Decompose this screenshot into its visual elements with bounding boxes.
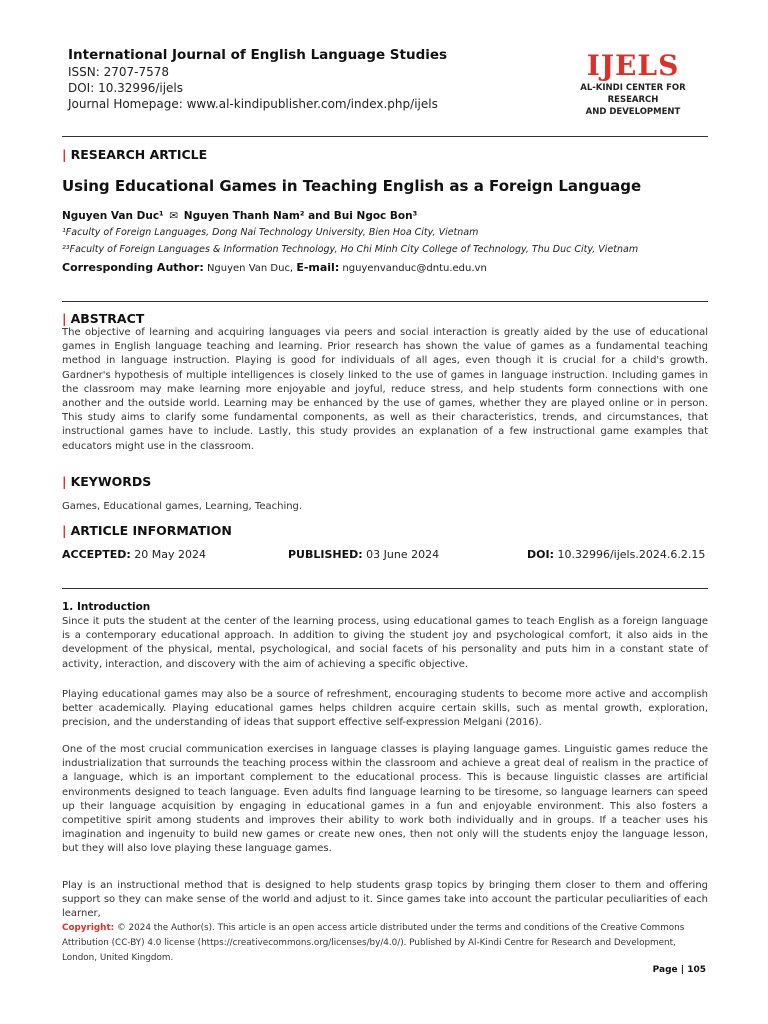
intro-paragraph-1: Since it puts the student at the center of the learning process, using educational games to teach English as a foreign language is a contemporary educational approach. In addition to giving the student joy and psychological comfort, it also aids in the development of the physical, mental, psychological, and social facets of his personality and puts him in a constant state of activity, interaction, and discovery with the aim of achieving a specific objective. [62,616,708,670]
divider [62,588,708,589]
journal-title: International Journal of English Language Studies [68,47,448,63]
corresponding-author [62,261,487,274]
heading-bar: | [62,147,67,162]
page-number: Page | 105 [652,965,706,975]
heading-bar: | [62,523,67,538]
corresponding-label: Corresponding Author: [62,261,204,274]
affiliation-2: ²³Faculty of Foreign Languages & Information Technology, Ho Chi Minh City College of Technology, Thu Duc City, Vietnam [62,244,639,255]
introduction-heading: 1. Introduction [62,601,151,613]
article-type-heading: | RESEARCH ARTICLE [62,147,208,162]
heading-bar: | [62,474,67,489]
keywords-heading: | KEYWORDS [62,474,152,489]
author-1: Nguyen Van Duc¹ [62,210,164,222]
logo-subtitle-2: AND DEVELOPMENT [585,107,681,117]
author-others: Nguyen Thanh Nam² and Bui Ngoc Bon³ [183,210,418,222]
abstract-heading: | ABSTRACT [62,311,145,326]
email-label: E-mail: [296,261,340,274]
intro-paragraph-2: Playing educational games may also be a source of refreshment, encouraging students to become more active and accomplish better academically. Playing educational games helps children acquire certain skills, such as mental growth, exploration, precision, and the understanding of ideas that support effective self-expression Melgani (2016). [62,689,708,729]
divider [62,136,708,137]
mail-icon[interactable]: ✉ [169,210,179,222]
journal-doi: DOI: 10.32996/ijels [68,81,184,95]
journal-header [68,46,708,118]
divider [62,301,708,302]
heading-bar: | [62,311,67,326]
copyright-text: © 2024 the Author(s). This article is an open access article distributed under the terms and conditions of the Creative Commons Attribution (CC-BY) 4.0 license (https://creativecommons.org/licenses/by/4.0/). Published by Al-Kindi Centre for Research and Development, London, United Kingdom. [62,923,685,963]
intro-paragraph-3: One of the most crucial communication exercises in language classes is playing language games. Linguistic games reduce the industrialization that surrounds the teaching process within the classroom and achieve a great deal of realism in the practice of a language, which is an important complement to the educational process. This is because linguistic classes are artificial environments designed to teach language. Even adults find language learning to be tiresome, so language learners can speed up their language acquisition by engaging in educational games in a fun and enjoyable environment. This also fosters a competitive spirit among students and improves their ability to work both individually and in groups. If a teacher uses his imagination and ingenuity to build new games or create new ones, then not only will the students enjoy the language lesson, but they will also love playing these language games. [62,744,708,855]
keywords-text: Games, Educational games, Learning, Teaching. [62,501,303,512]
published-date: PUBLISHED: 03 June 2024 [288,548,440,561]
journal-homepage[interactable]: Journal Homepage: www.al-kindipublisher.com/index.php/ijels [68,97,438,111]
logo-mark: IJELS [586,49,680,82]
author-list [62,210,417,222]
accepted-date: ACCEPTED: 20 May 2024 [62,548,207,561]
article-info-heading: | ARTICLE INFORMATION [62,523,232,538]
copyright-label: Copyright: [62,923,115,933]
article-doi[interactable]: DOI: 10.32996/ijels.2024.6.2.15 [527,548,706,561]
logo-subtitle-1: AL-KINDI CENTER FOR RESEARCH [580,83,686,105]
intro-paragraph-4: Play is an instructional method that is designed to help students grasp topics by bringing them closer to them and offering support so they can make sense of the world and adjust to it. Since games take into account the particular peculiarities of each learner, [62,880,708,920]
article-title: Using Educational Games in Teaching English as a Foreign Language [62,177,642,195]
affiliation-1: ¹Faculty of Foreign Languages, Dong Nai Technology University, Bien Hoa City, Vietnam [62,227,479,238]
corresponding-name: Nguyen Van Duc, [206,263,294,274]
copyright-footer [62,921,708,966]
ijels-logo [558,50,708,118]
corresponding-email[interactable]: nguyenvanduc@dntu.edu.vn [342,263,487,274]
abstract-text: The objective of learning and acquiring languages via peers and social interaction is greatly aided by the use of educational games in English language teaching and learning. Prior research has shown the value of games as a fundamental teaching method in language instruction. Playing is good for individuals of all ages, even though it is crucial for a child's growth. Gardner's hypothesis of multiple intelligences is closely linked to the use of games in language instruction. Including games in the classroom may make learning more enjoyable and joyful, reduce stress, and help students form connections with one another and the outside world. Learning may be enhanced by the use of games, whether they are played online or in person. This study aims to clarify some fundamental components, as well as their characteristics, trends, and circumstances, that instructional games have to include. Lastly, this study provides an explanation of a few instructional game examples that educators might use in the classroom. [62,327,708,452]
journal-issn: ISSN: 2707-7578 [68,65,170,79]
